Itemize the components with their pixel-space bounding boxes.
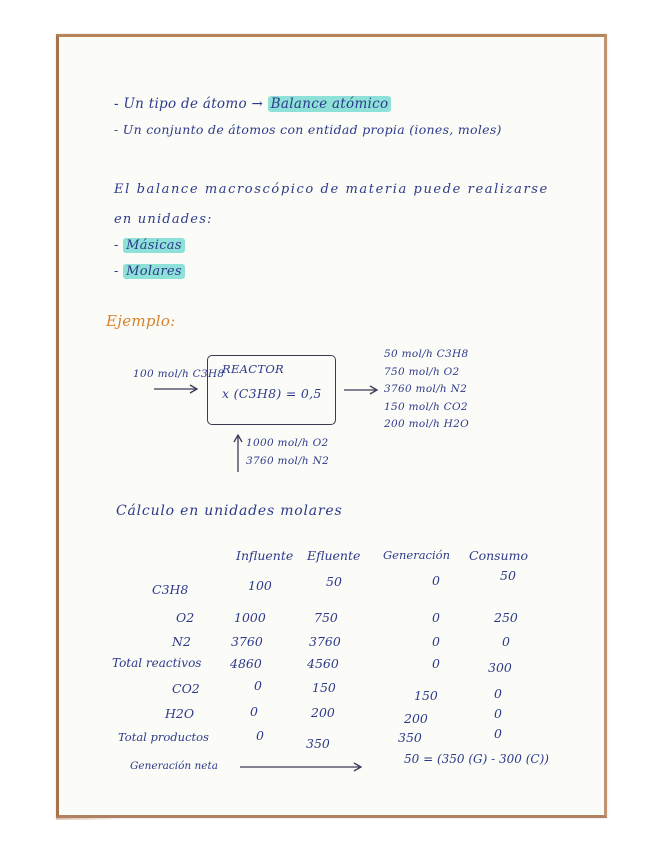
reactor-conversion: x (C3H8) = 0,5 (222, 386, 322, 401)
net-generation-value: 50 = (350 (G) - 300 (C)) (404, 752, 549, 766)
row-label: Total productos (118, 730, 209, 744)
highlight-balance-atomico: Balance atómico (268, 96, 392, 112)
example-title: Ejemplo: (106, 312, 176, 330)
cell-efluente: 3760 (309, 634, 341, 649)
unit-item-dash: - (114, 264, 119, 279)
input-left-label: 100 mol/h C3H8 (133, 368, 225, 380)
cell-generacion: 0 (432, 610, 440, 625)
row-label: H2O (165, 706, 195, 721)
cell-influente: 4860 (230, 656, 262, 671)
cell-influente: 100 (248, 578, 272, 593)
cell-generacion: 0 (432, 573, 440, 588)
row-label: CO2 (172, 681, 200, 696)
cell-consumo: 0 (494, 726, 502, 741)
input-bottom-n2: 3760 mol/h N2 (246, 455, 330, 467)
table-title: Cálculo en unidades molares (116, 503, 343, 519)
cell-influente: 3760 (231, 634, 263, 649)
cell-consumo: 50 (500, 568, 516, 583)
cell-generacion: 150 (414, 688, 438, 703)
cell-influente: 0 (250, 704, 258, 719)
cell-consumo: 0 (494, 686, 502, 701)
cell-generacion: 350 (398, 730, 422, 745)
header-efluente: Efluente (307, 548, 361, 563)
header-consumo: Consumo (469, 548, 528, 563)
highlight-molares: Molares (123, 264, 185, 279)
note-paragraph-1: El balance macroscópico de materia puede realizarse (114, 182, 549, 197)
output-o2: 750 mol/h O2 (384, 365, 460, 378)
cell-efluente: 4560 (307, 656, 339, 671)
cell-consumo: 0 (502, 634, 510, 649)
header-influente: Influente (236, 548, 294, 563)
cell-generacion: 0 (432, 656, 440, 671)
cell-consumo: 300 (488, 660, 512, 675)
cell-generacion: 0 (432, 634, 440, 649)
row-label: C3H8 (152, 582, 189, 597)
output-co2: 150 mol/h CO2 (384, 400, 468, 413)
row-label: Total reactivos (112, 656, 202, 670)
cell-consumo: 250 (494, 610, 518, 625)
unit-item-dash: - (114, 238, 119, 253)
input-bottom-o2: 1000 mol/h O2 (246, 437, 329, 449)
cell-efluente: 750 (314, 610, 338, 625)
row-label: O2 (176, 610, 195, 625)
cell-efluente: 350 (306, 736, 330, 751)
cell-influente: 0 (256, 728, 264, 743)
cell-efluente: 50 (326, 574, 342, 589)
output-c3h8: 50 mol/h C3H8 (384, 348, 469, 360)
note-line-1-text: - Un tipo de átomo → (114, 96, 264, 112)
cell-generacion: 200 (404, 711, 428, 726)
output-n2: 3760 mol/h N2 (384, 383, 468, 395)
cell-influente: 0 (254, 678, 262, 693)
cell-efluente: 200 (311, 705, 335, 720)
note-line-2: - Un conjunto de átomos con entidad propia (iones, moles) (114, 122, 502, 137)
highlight-masicas: Másicas (123, 238, 185, 253)
output-h2o: 200 mol/h H2O (384, 418, 469, 430)
cell-efluente: 150 (312, 680, 336, 695)
header-generacion: Generación (383, 548, 451, 562)
note-paragraph-2: en unidades: (114, 212, 213, 227)
net-generation-label: Generación neta (130, 760, 218, 772)
row-label: N2 (172, 634, 191, 649)
cell-influente: 1000 (234, 610, 266, 625)
reactor-label: REACTOR (222, 362, 285, 376)
cell-consumo: 0 (494, 706, 502, 721)
